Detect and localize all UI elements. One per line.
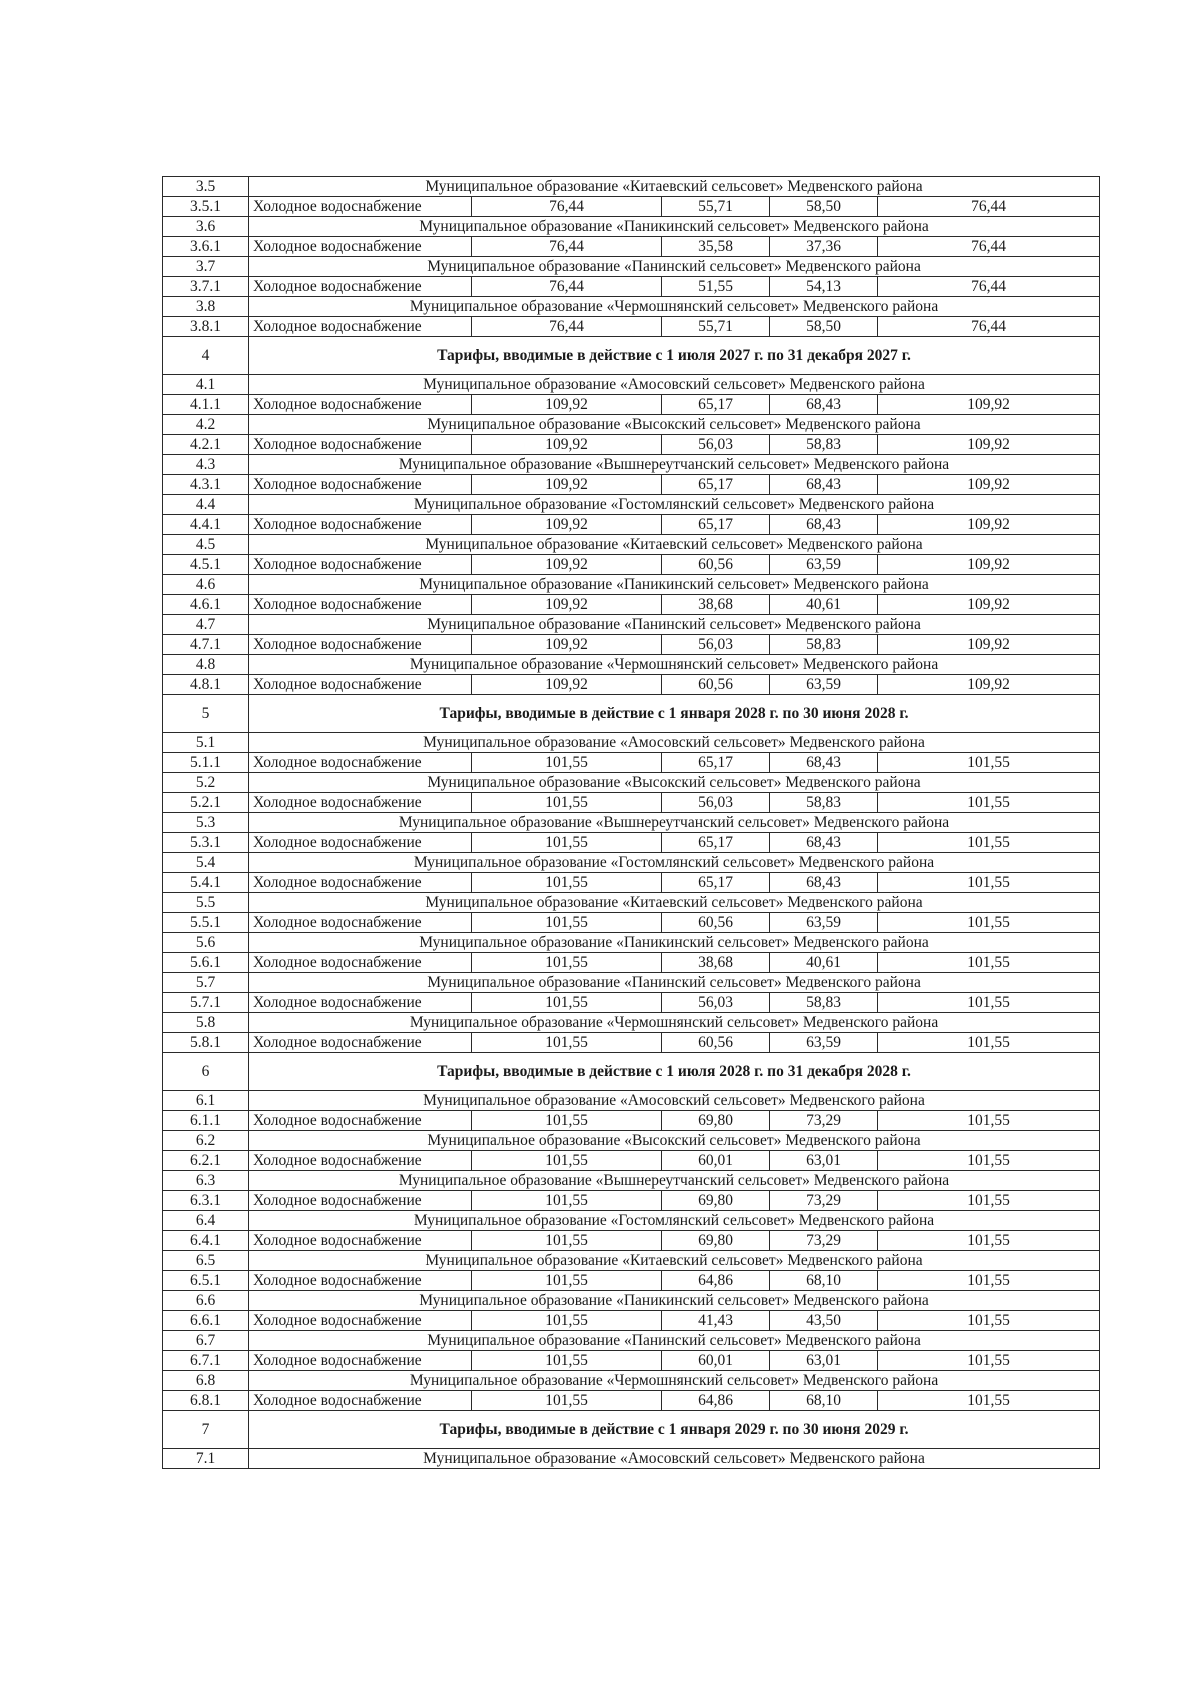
tariff-value-c: 73,29 [770, 1231, 878, 1251]
municipality-name: Муниципальное образование «Паникинский сельсовет» Медвенского района [249, 1291, 1100, 1311]
row-number: 5.6.1 [163, 953, 249, 973]
row-number: 6.5 [163, 1251, 249, 1271]
tariff-value-b: 65,17 [662, 515, 770, 535]
tariff-value-a: 101,55 [472, 1351, 662, 1371]
service-name: Холодное водоснабжение [249, 277, 472, 297]
tariff-value-d: 101,55 [878, 793, 1100, 813]
tariff-value-c: 58,50 [770, 197, 878, 217]
tariff-value-c: 68,43 [770, 833, 878, 853]
tariff-value-d: 101,55 [878, 1311, 1100, 1331]
tariff-value-c: 58,83 [770, 793, 878, 813]
service-name: Холодное водоснабжение [249, 317, 472, 337]
tariff-value-d: 101,55 [878, 913, 1100, 933]
tariff-value-b: 60,01 [662, 1151, 770, 1171]
tariff-value-c: 58,50 [770, 317, 878, 337]
tariff-table [162, 176, 1100, 1469]
row-number: 5.3.1 [163, 833, 249, 853]
service-name: Холодное водоснабжение [249, 1391, 472, 1411]
municipality-row [163, 1171, 1100, 1191]
row-number: 3.8 [163, 297, 249, 317]
row-number: 4.8 [163, 655, 249, 675]
tariff-value-b: 60,56 [662, 675, 770, 695]
row-number: 4.2 [163, 415, 249, 435]
tariff-value-b: 56,03 [662, 435, 770, 455]
tariff-value-d: 101,55 [878, 1111, 1100, 1131]
service-name: Холодное водоснабжение [249, 793, 472, 813]
row-number: 6.7 [163, 1331, 249, 1351]
row-number: 3.8.1 [163, 317, 249, 337]
municipality-name: Муниципальное образование «Китаевский сельсовет» Медвенского района [249, 535, 1100, 555]
tariff-value-d: 101,55 [878, 1151, 1100, 1171]
service-name: Холодное водоснабжение [249, 475, 472, 495]
row-number: 6.3.1 [163, 1191, 249, 1211]
tariff-value-a: 101,55 [472, 1231, 662, 1251]
municipality-row [163, 1211, 1100, 1231]
tariff-value-a: 109,92 [472, 515, 662, 535]
tariff-value-b: 60,56 [662, 913, 770, 933]
municipality-row [163, 455, 1100, 475]
tariff-value-a: 101,55 [472, 1151, 662, 1171]
tariff-value-b: 65,17 [662, 475, 770, 495]
municipality-row [163, 1091, 1100, 1111]
section-number: 7 [163, 1411, 249, 1449]
period-header-row [163, 337, 1100, 375]
row-number: 5.5 [163, 893, 249, 913]
municipality-name: Муниципальное образование «Гостомлянский сельсовет» Медвенского района [249, 495, 1100, 515]
tariff-value-c: 68,43 [770, 475, 878, 495]
municipality-name: Муниципальное образование «Паникинский сельсовет» Медвенского района [249, 933, 1100, 953]
tariff-row [163, 1151, 1100, 1171]
tariff-value-a: 76,44 [472, 317, 662, 337]
tariff-row [163, 675, 1100, 695]
service-name: Холодное водоснабжение [249, 913, 472, 933]
municipality-row [163, 257, 1100, 277]
tariff-value-b: 64,86 [662, 1271, 770, 1291]
tariff-value-b: 60,01 [662, 1351, 770, 1371]
tariff-value-c: 58,83 [770, 993, 878, 1013]
service-name: Холодное водоснабжение [249, 635, 472, 655]
tariff-table-body [163, 177, 1100, 1469]
tariff-value-c: 68,10 [770, 1271, 878, 1291]
municipality-name: Муниципальное образование «Китаевский сельсовет» Медвенского района [249, 177, 1100, 197]
tariff-value-a: 109,92 [472, 435, 662, 455]
municipality-row [163, 375, 1100, 395]
row-number: 5.1 [163, 733, 249, 753]
tariff-value-d: 76,44 [878, 317, 1100, 337]
tariff-value-a: 109,92 [472, 475, 662, 495]
tariff-value-d: 101,55 [878, 1391, 1100, 1411]
tariff-row [163, 793, 1100, 813]
municipality-row [163, 1013, 1100, 1033]
municipality-row [163, 495, 1100, 515]
row-number: 3.6 [163, 217, 249, 237]
tariff-value-b: 55,71 [662, 197, 770, 217]
tariff-row [163, 1033, 1100, 1053]
row-number: 6.4 [163, 1211, 249, 1231]
municipality-row [163, 973, 1100, 993]
tariff-value-b: 51,55 [662, 277, 770, 297]
tariff-value-a: 109,92 [472, 395, 662, 415]
tariff-value-a: 101,55 [472, 873, 662, 893]
row-number: 6.1 [163, 1091, 249, 1111]
row-number: 6.6 [163, 1291, 249, 1311]
row-number: 4.3 [163, 455, 249, 475]
service-name: Холодное водоснабжение [249, 953, 472, 973]
row-number: 6.5.1 [163, 1271, 249, 1291]
tariff-value-b: 69,80 [662, 1231, 770, 1251]
tariff-row [163, 595, 1100, 615]
tariff-value-c: 58,83 [770, 635, 878, 655]
municipality-row [163, 575, 1100, 595]
row-number: 5.2.1 [163, 793, 249, 813]
tariff-value-a: 76,44 [472, 197, 662, 217]
tariff-row [163, 753, 1100, 773]
tariff-value-b: 60,56 [662, 555, 770, 575]
tariff-value-d: 101,55 [878, 1271, 1100, 1291]
tariff-row [163, 277, 1100, 297]
tariff-value-d: 109,92 [878, 595, 1100, 615]
row-number: 5.4 [163, 853, 249, 873]
tariff-value-a: 76,44 [472, 237, 662, 257]
row-number: 4.7 [163, 615, 249, 635]
period-title: Тарифы, вводимые в действие с 1 июля 2027 г. по 31 декабря 2027 г. [249, 337, 1100, 375]
tariff-value-b: 35,58 [662, 237, 770, 257]
row-number: 6.8 [163, 1371, 249, 1391]
row-number: 4.4 [163, 495, 249, 515]
tariff-value-c: 58,83 [770, 435, 878, 455]
tariff-value-c: 43,50 [770, 1311, 878, 1331]
row-number: 3.7.1 [163, 277, 249, 297]
municipality-name: Муниципальное образование «Чермошнянский сельсовет» Медвенского района [249, 297, 1100, 317]
tariff-row [163, 1391, 1100, 1411]
row-number: 5.1.1 [163, 753, 249, 773]
tariff-value-b: 60,56 [662, 1033, 770, 1053]
row-number: 5.2 [163, 773, 249, 793]
tariff-value-a: 109,92 [472, 595, 662, 615]
municipality-name: Муниципальное образование «Высокский сельсовет» Медвенского района [249, 415, 1100, 435]
tariff-value-a: 101,55 [472, 1111, 662, 1131]
municipality-name: Муниципальное образование «Высокский сельсовет» Медвенского района [249, 773, 1100, 793]
service-name: Холодное водоснабжение [249, 1231, 472, 1251]
tariff-value-d: 76,44 [878, 277, 1100, 297]
service-name: Холодное водоснабжение [249, 595, 472, 615]
service-name: Холодное водоснабжение [249, 833, 472, 853]
tariff-row [163, 913, 1100, 933]
tariff-value-d: 101,55 [878, 1231, 1100, 1251]
municipality-row [163, 217, 1100, 237]
row-number: 7.1 [163, 1449, 249, 1469]
service-name: Холодное водоснабжение [249, 1151, 472, 1171]
row-number: 4.6 [163, 575, 249, 595]
tariff-value-b: 69,80 [662, 1111, 770, 1131]
municipality-row [163, 733, 1100, 753]
municipality-row [163, 655, 1100, 675]
municipality-name: Муниципальное образование «Панинский сельсовет» Медвенского района [249, 615, 1100, 635]
municipality-row [163, 813, 1100, 833]
section-number: 4 [163, 337, 249, 375]
row-number: 5.8 [163, 1013, 249, 1033]
municipality-name: Муниципальное образование «Вышнереутчанский сельсовет» Медвенского района [249, 813, 1100, 833]
row-number: 4.4.1 [163, 515, 249, 535]
tariff-value-a: 101,55 [472, 753, 662, 773]
tariff-row [163, 873, 1100, 893]
tariff-value-a: 101,55 [472, 793, 662, 813]
period-title: Тарифы, вводимые в действие с 1 января 2028 г. по 30 июня 2028 г. [249, 695, 1100, 733]
municipality-name: Муниципальное образование «Амосовский сельсовет» Медвенского района [249, 1091, 1100, 1111]
tariff-value-d: 109,92 [878, 635, 1100, 655]
municipality-name: Муниципальное образование «Паникинский сельсовет» Медвенского района [249, 217, 1100, 237]
service-name: Холодное водоснабжение [249, 1311, 472, 1331]
municipality-row [163, 1251, 1100, 1271]
municipality-row [163, 1449, 1100, 1469]
service-name: Холодное водоснабжение [249, 555, 472, 575]
municipality-name: Муниципальное образование «Чермошнянский сельсовет» Медвенского района [249, 1013, 1100, 1033]
municipality-row [163, 1131, 1100, 1151]
tariff-value-b: 56,03 [662, 793, 770, 813]
service-name: Холодное водоснабжение [249, 237, 472, 257]
row-number: 4.1 [163, 375, 249, 395]
tariff-row [163, 555, 1100, 575]
tariff-value-b: 55,71 [662, 317, 770, 337]
tariff-value-c: 68,43 [770, 395, 878, 415]
tariff-value-d: 101,55 [878, 873, 1100, 893]
municipality-name: Муниципальное образование «Китаевский сельсовет» Медвенского района [249, 893, 1100, 913]
service-name: Холодное водоснабжение [249, 395, 472, 415]
tariff-value-c: 63,01 [770, 1151, 878, 1171]
tariff-value-c: 63,59 [770, 913, 878, 933]
tariff-value-d: 101,55 [878, 833, 1100, 853]
tariff-row [163, 1271, 1100, 1291]
municipality-row [163, 1331, 1100, 1351]
tariff-value-b: 65,17 [662, 873, 770, 893]
tariff-value-c: 63,01 [770, 1351, 878, 1371]
row-number: 3.6.1 [163, 237, 249, 257]
municipality-name: Муниципальное образование «Панинский сельсовет» Медвенского района [249, 1331, 1100, 1351]
tariff-row [163, 1111, 1100, 1131]
municipality-name: Муниципальное образование «Высокский сельсовет» Медвенского района [249, 1131, 1100, 1151]
tariff-value-b: 56,03 [662, 635, 770, 655]
tariff-value-d: 101,55 [878, 953, 1100, 973]
service-name: Холодное водоснабжение [249, 515, 472, 535]
tariff-value-c: 73,29 [770, 1191, 878, 1211]
tariff-value-b: 38,68 [662, 595, 770, 615]
tariff-value-d: 109,92 [878, 475, 1100, 495]
municipality-name: Муниципальное образование «Гостомлянский сельсовет» Медвенского района [249, 853, 1100, 873]
tariff-value-d: 101,55 [878, 993, 1100, 1013]
row-number: 5.5.1 [163, 913, 249, 933]
tariff-value-b: 64,86 [662, 1391, 770, 1411]
period-title: Тарифы, вводимые в действие с 1 января 2029 г. по 30 июня 2029 г. [249, 1411, 1100, 1449]
tariff-value-d: 109,92 [878, 515, 1100, 535]
section-number: 6 [163, 1053, 249, 1091]
period-header-row [163, 695, 1100, 733]
tariff-value-c: 68,43 [770, 873, 878, 893]
tariff-row [163, 635, 1100, 655]
tariff-value-d: 76,44 [878, 237, 1100, 257]
tariff-value-d: 109,92 [878, 555, 1100, 575]
tariff-value-b: 65,17 [662, 753, 770, 773]
tariff-value-a: 109,92 [472, 675, 662, 695]
row-number: 4.5 [163, 535, 249, 555]
row-number: 5.4.1 [163, 873, 249, 893]
row-number: 4.8.1 [163, 675, 249, 695]
tariff-row [163, 993, 1100, 1013]
tariff-value-d: 76,44 [878, 197, 1100, 217]
tariff-value-d: 101,55 [878, 1351, 1100, 1371]
row-number: 6.2 [163, 1131, 249, 1151]
row-number: 6.2.1 [163, 1151, 249, 1171]
tariff-row [163, 515, 1100, 535]
period-header-row [163, 1053, 1100, 1091]
tariff-value-c: 63,59 [770, 555, 878, 575]
service-name: Холодное водоснабжение [249, 675, 472, 695]
service-name: Холодное водоснабжение [249, 197, 472, 217]
tariff-value-a: 109,92 [472, 635, 662, 655]
period-header-row [163, 1411, 1100, 1449]
tariff-value-b: 65,17 [662, 833, 770, 853]
row-number: 4.5.1 [163, 555, 249, 575]
tariff-value-a: 76,44 [472, 277, 662, 297]
tariff-row [163, 435, 1100, 455]
tariff-value-c: 63,59 [770, 675, 878, 695]
municipality-row [163, 893, 1100, 913]
row-number: 4.7.1 [163, 635, 249, 655]
municipality-name: Муниципальное образование «Вышнереутчанский сельсовет» Медвенского района [249, 455, 1100, 475]
row-number: 5.6 [163, 933, 249, 953]
tariff-value-d: 109,92 [878, 675, 1100, 695]
tariff-value-d: 109,92 [878, 435, 1100, 455]
tariff-row [163, 1231, 1100, 1251]
municipality-name: Муниципальное образование «Амосовский сельсовет» Медвенского района [249, 1449, 1100, 1469]
tariff-value-a: 101,55 [472, 1033, 662, 1053]
service-name: Холодное водоснабжение [249, 1271, 472, 1291]
tariff-value-a: 101,55 [472, 913, 662, 933]
tariff-row [163, 953, 1100, 973]
row-number: 6.3 [163, 1171, 249, 1191]
row-number: 6.1.1 [163, 1111, 249, 1131]
row-number: 6.8.1 [163, 1391, 249, 1411]
tariff-row [163, 1351, 1100, 1371]
tariff-value-a: 101,55 [472, 953, 662, 973]
municipality-name: Муниципальное образование «Амосовский сельсовет» Медвенского района [249, 375, 1100, 395]
municipality-name: Муниципальное образование «Чермошнянский сельсовет» Медвенского района [249, 1371, 1100, 1391]
municipality-name: Муниципальное образование «Чермошнянский сельсовет» Медвенского района [249, 655, 1100, 675]
tariff-value-b: 56,03 [662, 993, 770, 1013]
section-number: 5 [163, 695, 249, 733]
service-name: Холодное водоснабжение [249, 993, 472, 1013]
row-number: 4.2.1 [163, 435, 249, 455]
tariff-value-c: 63,59 [770, 1033, 878, 1053]
municipality-name: Муниципальное образование «Панинский сельсовет» Медвенского района [249, 257, 1100, 277]
tariff-value-c: 68,10 [770, 1391, 878, 1411]
tariff-value-d: 101,55 [878, 753, 1100, 773]
tariff-value-a: 101,55 [472, 1191, 662, 1211]
service-name: Холодное водоснабжение [249, 1351, 472, 1371]
tariff-value-a: 109,92 [472, 555, 662, 575]
row-number: 4.1.1 [163, 395, 249, 415]
municipality-row [163, 933, 1100, 953]
municipality-name: Муниципальное образование «Амосовский сельсовет» Медвенского района [249, 733, 1100, 753]
service-name: Холодное водоснабжение [249, 753, 472, 773]
municipality-row [163, 535, 1100, 555]
row-number: 5.7.1 [163, 993, 249, 1013]
row-number: 5.8.1 [163, 1033, 249, 1053]
tariff-row [163, 1191, 1100, 1211]
municipality-name: Муниципальное образование «Гостомлянский сельсовет» Медвенского района [249, 1211, 1100, 1231]
municipality-name: Муниципальное образование «Паникинский сельсовет» Медвенского района [249, 575, 1100, 595]
tariff-value-a: 101,55 [472, 1311, 662, 1331]
tariff-value-b: 38,68 [662, 953, 770, 973]
municipality-name: Муниципальное образование «Панинский сельсовет» Медвенского района [249, 973, 1100, 993]
tariff-value-a: 101,55 [472, 833, 662, 853]
tariff-value-d: 101,55 [878, 1033, 1100, 1053]
row-number: 3.5.1 [163, 197, 249, 217]
municipality-row [163, 615, 1100, 635]
service-name: Холодное водоснабжение [249, 435, 472, 455]
municipality-row [163, 1371, 1100, 1391]
service-name: Холодное водоснабжение [249, 1033, 472, 1053]
tariff-value-a: 101,55 [472, 1391, 662, 1411]
tariff-row [163, 237, 1100, 257]
row-number: 6.4.1 [163, 1231, 249, 1251]
period-title: Тарифы, вводимые в действие с 1 июля 2028 г. по 31 декабря 2028 г. [249, 1053, 1100, 1091]
row-number: 5.3 [163, 813, 249, 833]
tariff-value-c: 37,36 [770, 237, 878, 257]
tariff-row [163, 1311, 1100, 1331]
tariff-value-d: 109,92 [878, 395, 1100, 415]
row-number: 4.6.1 [163, 595, 249, 615]
tariff-value-b: 41,43 [662, 1311, 770, 1331]
row-number: 3.5 [163, 177, 249, 197]
municipality-row [163, 853, 1100, 873]
tariff-value-a: 101,55 [472, 993, 662, 1013]
tariff-row [163, 197, 1100, 217]
tariff-value-c: 68,43 [770, 515, 878, 535]
municipality-row [163, 415, 1100, 435]
tariff-row [163, 475, 1100, 495]
row-number: 6.7.1 [163, 1351, 249, 1371]
tariff-value-c: 68,43 [770, 753, 878, 773]
service-name: Холодное водоснабжение [249, 1111, 472, 1131]
row-number: 3.7 [163, 257, 249, 277]
service-name: Холодное водоснабжение [249, 873, 472, 893]
tariff-value-c: 73,29 [770, 1111, 878, 1131]
tariff-value-c: 40,61 [770, 953, 878, 973]
tariff-value-d: 101,55 [878, 1191, 1100, 1211]
tariff-value-b: 65,17 [662, 395, 770, 415]
row-number: 4.3.1 [163, 475, 249, 495]
tariff-row [163, 833, 1100, 853]
tariff-value-a: 101,55 [472, 1271, 662, 1291]
tariff-value-c: 40,61 [770, 595, 878, 615]
tariff-row [163, 317, 1100, 337]
service-name: Холодное водоснабжение [249, 1191, 472, 1211]
row-number: 5.7 [163, 973, 249, 993]
municipality-name: Муниципальное образование «Вышнереутчанский сельсовет» Медвенского района [249, 1171, 1100, 1191]
municipality-row [163, 1291, 1100, 1311]
tariff-value-b: 69,80 [662, 1191, 770, 1211]
row-number: 6.6.1 [163, 1311, 249, 1331]
tariff-row [163, 395, 1100, 415]
municipality-row [163, 773, 1100, 793]
municipality-name: Муниципальное образование «Китаевский сельсовет» Медвенского района [249, 1251, 1100, 1271]
municipality-row [163, 297, 1100, 317]
tariff-value-c: 54,13 [770, 277, 878, 297]
municipality-row [163, 177, 1100, 197]
